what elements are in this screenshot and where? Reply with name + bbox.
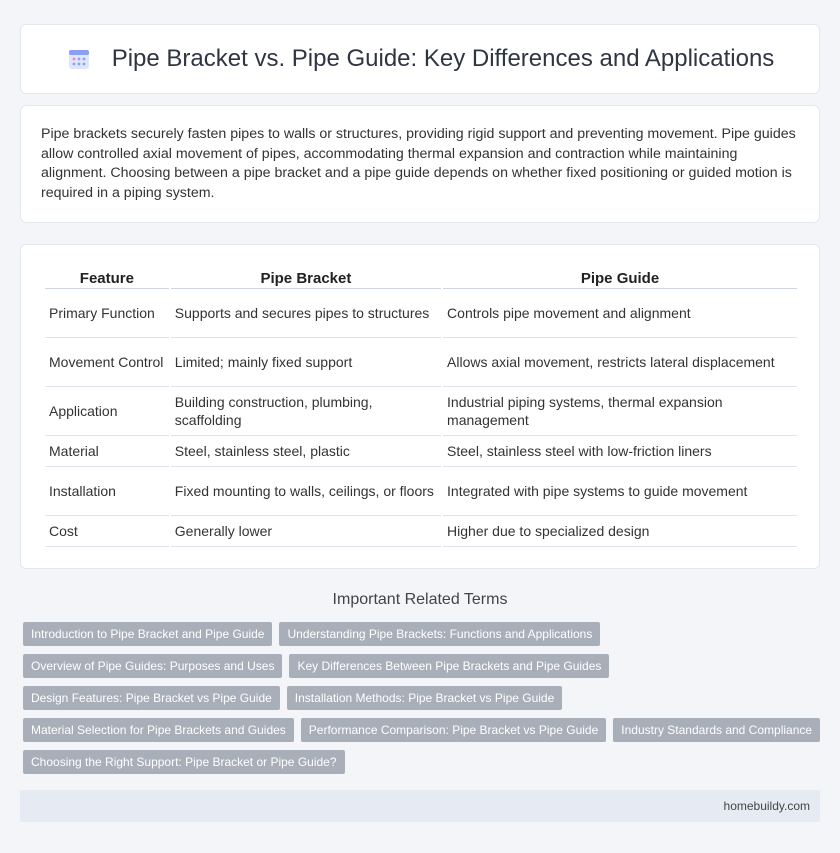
table-row <box>45 387 797 436</box>
term-tag[interactable]: Overview of Pipe Guides: Purposes and Uses <box>23 654 282 678</box>
footer <box>20 790 820 822</box>
cell-pipe-bracket: Building construction, plumbing, scaffolding <box>171 387 441 436</box>
comparison-table-card <box>20 244 820 569</box>
term-tag[interactable]: Performance Comparison: Pipe Bracket vs Pipe Guide <box>301 718 606 742</box>
term-tag[interactable]: Choosing the Right Support: Pipe Bracket or Pipe Guide? <box>23 750 345 774</box>
term-tag[interactable]: Introduction to Pipe Bracket and Pipe Guide <box>23 622 272 646</box>
term-row <box>23 750 823 774</box>
table-row <box>45 516 797 547</box>
cell-pipe-guide: Allows axial movement, restricts lateral displacement <box>443 338 797 387</box>
cell-feature: Material <box>45 436 169 467</box>
cell-pipe-guide: Controls pipe movement and alignment <box>443 289 797 338</box>
term-tag[interactable]: Understanding Pipe Brackets: Functions and Applications <box>279 622 600 646</box>
header-feature: Feature <box>45 267 169 289</box>
cell-feature: Application <box>45 387 169 436</box>
table-row <box>45 467 797 516</box>
footer-site[interactable]: homebuildy.com <box>723 799 810 813</box>
cell-pipe-bracket: Generally lower <box>171 516 441 547</box>
term-tag[interactable]: Industry Standards and Compliance <box>613 718 820 742</box>
table-row <box>45 338 797 387</box>
related-terms-title: Important Related Terms <box>332 591 508 608</box>
term-tag[interactable]: Key Differences Between Pipe Brackets and Pipe Guides <box>289 654 609 678</box>
term-tag[interactable]: Material Selection for Pipe Brackets and Guides <box>23 718 294 742</box>
cell-pipe-guide: Steel, stainless steel with low-friction liners <box>443 436 797 467</box>
term-row <box>23 718 823 742</box>
related-terms <box>23 622 823 782</box>
header-pipe-bracket: Pipe Bracket <box>171 267 441 289</box>
cell-pipe-bracket: Supports and secures pipes to structures <box>171 289 441 338</box>
title-card <box>20 24 820 94</box>
intro-paragraph: Pipe brackets securely fasten pipes to walls or structures, providing rigid support and preventing movement. Pipe guides allow controlled axial movement of pipes, accommodating thermal expansion and contraction while maintaining alignment. Choosing between a pipe bracket and a pipe guide depends on whether fixed positioning or guided motion is required in a piping system. <box>41 126 796 201</box>
table-header-row <box>45 267 797 289</box>
document-grid-icon <box>66 46 92 72</box>
cell-pipe-bracket: Fixed mounting to walls, ceilings, or floors <box>171 467 441 516</box>
cell-pipe-guide: Higher due to specialized design <box>443 516 797 547</box>
cell-pipe-bracket: Steel, stainless steel, plastic <box>171 436 441 467</box>
table-row <box>45 436 797 467</box>
comparison-table <box>43 267 799 547</box>
table-row <box>45 289 797 338</box>
title-wrap <box>66 45 775 73</box>
cell-feature: Installation <box>45 467 169 516</box>
term-tag[interactable]: Installation Methods: Pipe Bracket vs Pipe Guide <box>287 686 562 710</box>
cell-feature: Primary Function <box>45 289 169 338</box>
term-tag[interactable]: Design Features: Pipe Bracket vs Pipe Guide <box>23 686 280 710</box>
term-row <box>23 686 823 710</box>
cell-pipe-guide: Integrated with pipe systems to guide movement <box>443 467 797 516</box>
cell-feature: Cost <box>45 516 169 547</box>
cell-pipe-bracket: Limited; mainly fixed support <box>171 338 441 387</box>
cell-feature: Movement Control <box>45 338 169 387</box>
term-row <box>23 654 823 678</box>
term-row <box>23 622 823 646</box>
header-pipe-guide: Pipe Guide <box>443 267 797 289</box>
page-title: Pipe Bracket vs. Pipe Guide: Key Differences and Applications <box>111 45 775 72</box>
cell-pipe-guide: Industrial piping systems, thermal expansion management <box>443 387 797 436</box>
intro-card <box>20 105 820 223</box>
